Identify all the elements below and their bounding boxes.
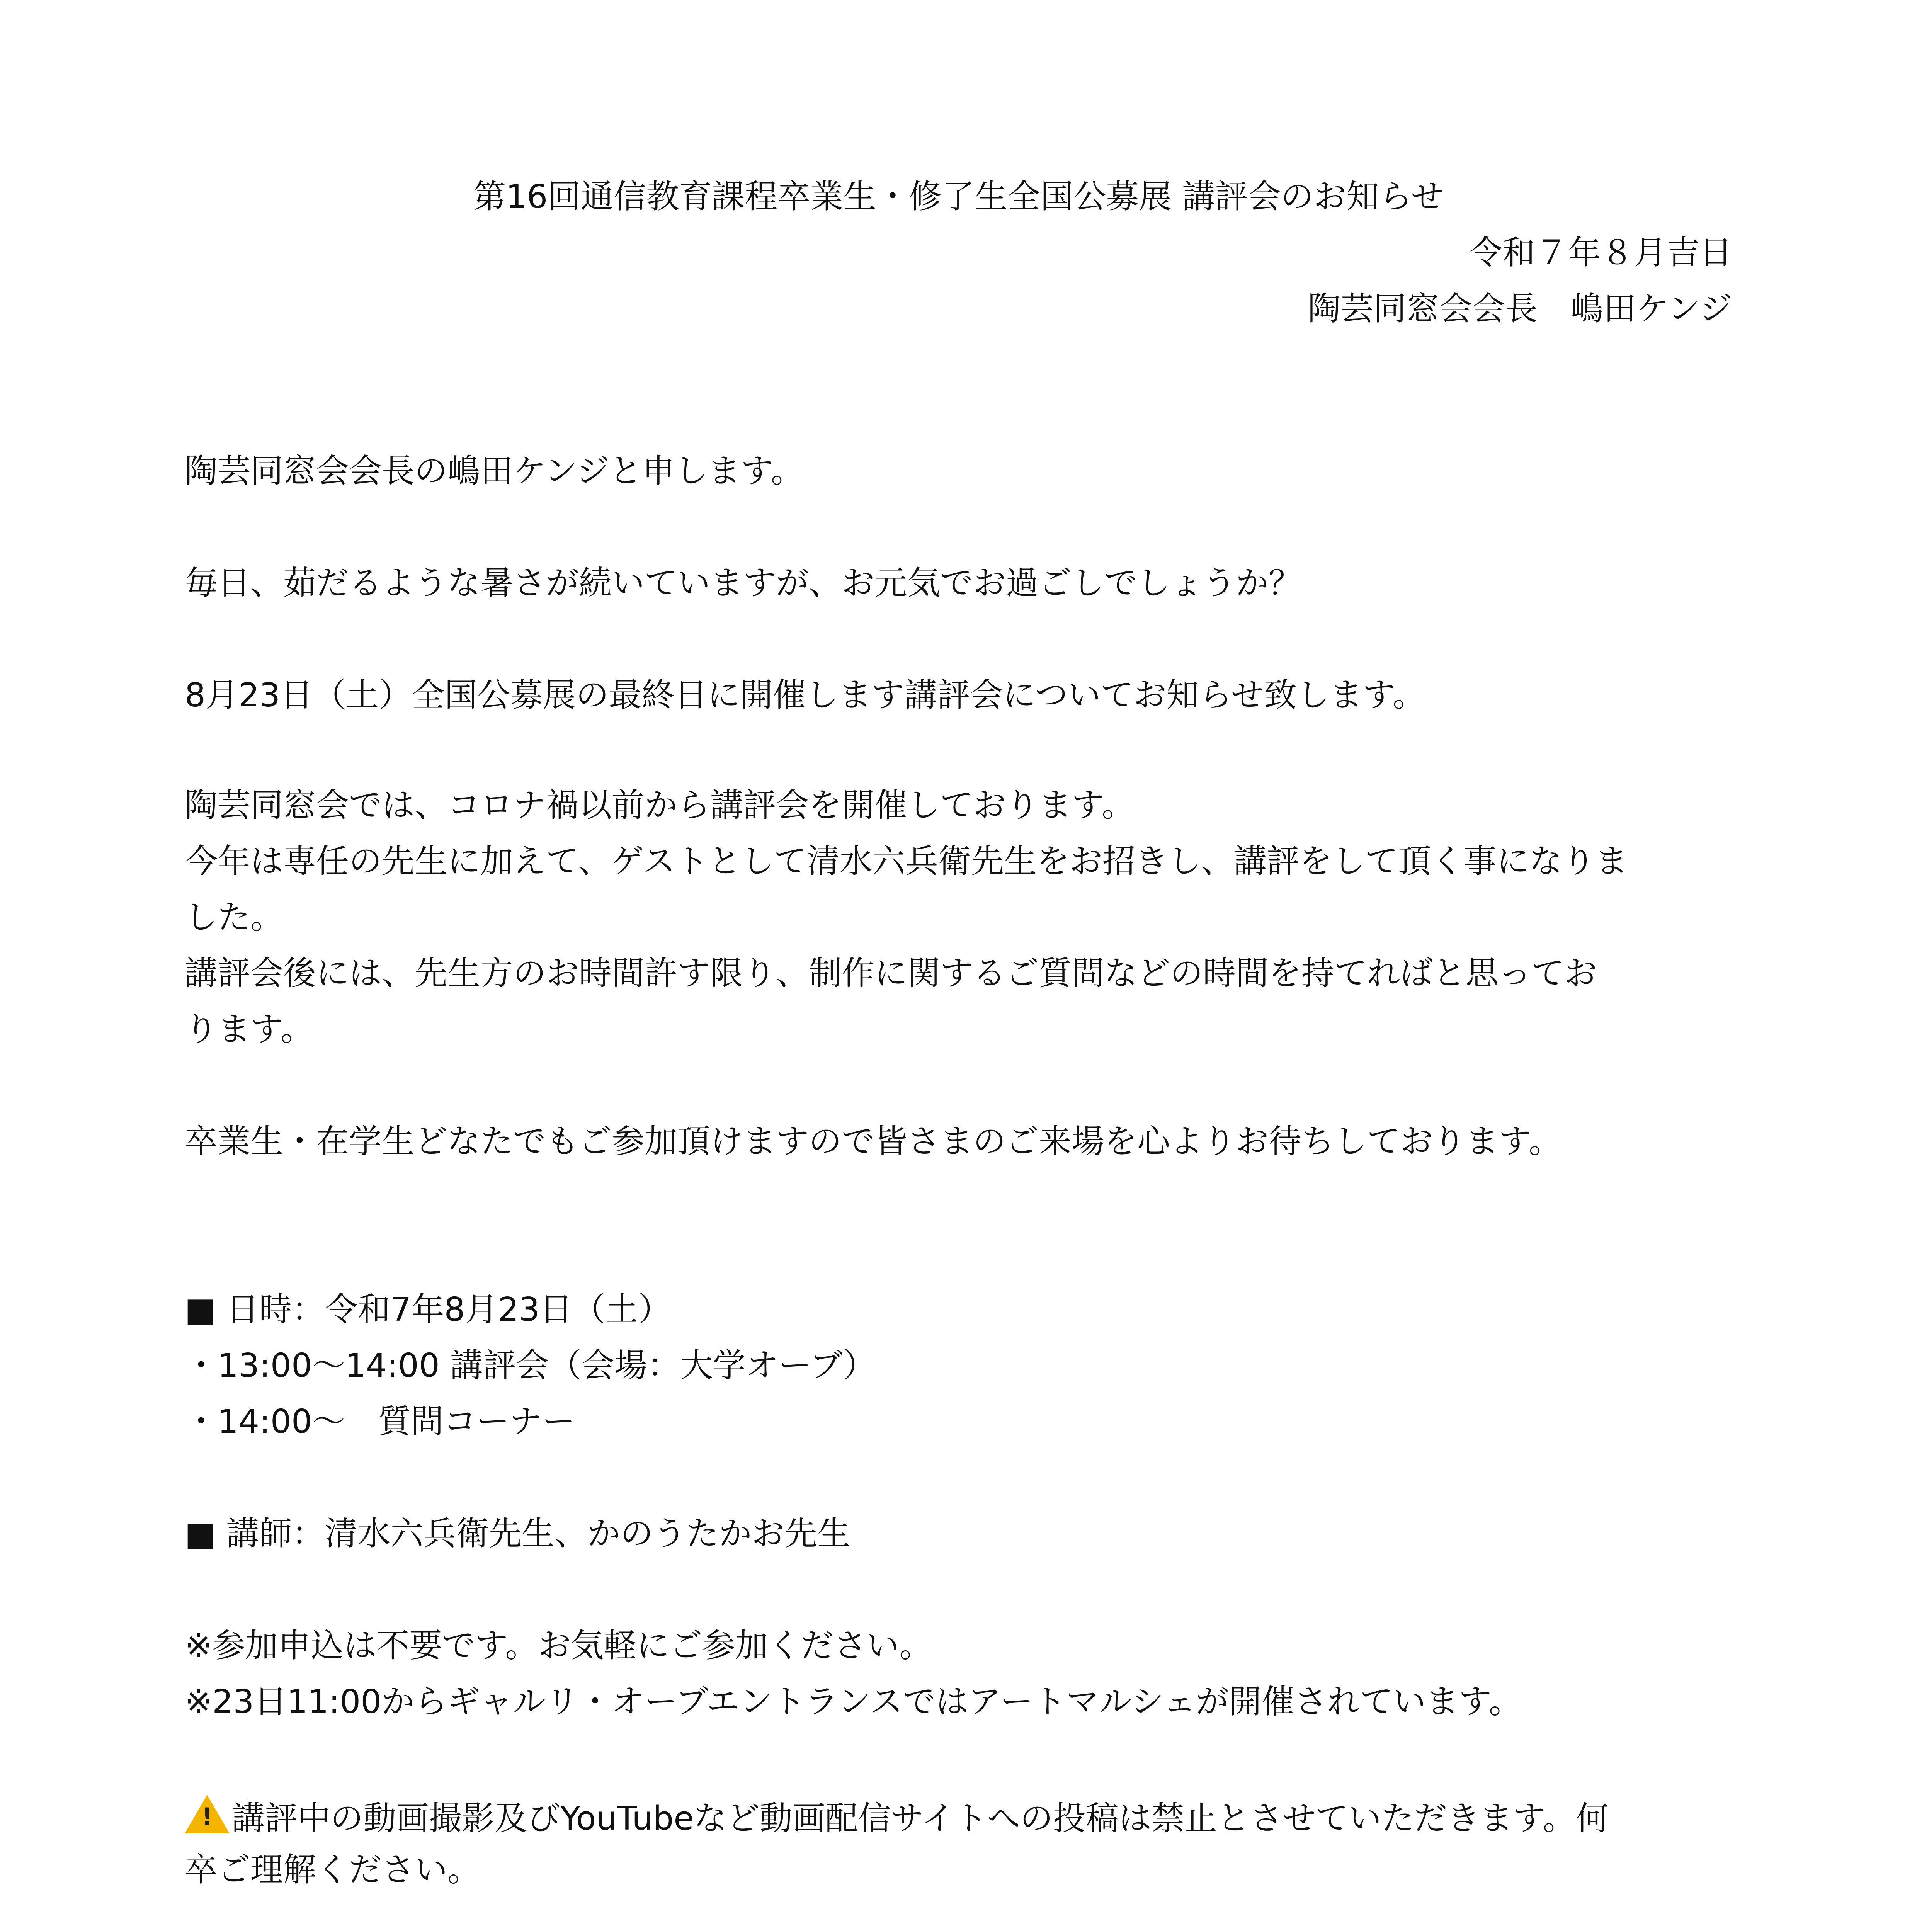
paragraph-line: した。 [185, 898, 284, 937]
schedule-datetime: ■ 日時：令和7年8月23日（土） [185, 1291, 671, 1329]
paragraph-line: 講評会後には、先生方のお時間許す限り、制作に関するご質問などの時間を持てればと思ってお [185, 954, 1597, 993]
greeting-text: 毎日、茹だるような暑さが続いていますが、お元気でお過ごしでしょうか？ [185, 564, 1302, 602]
intro-text: 陶芸同窓会会長の嶋田ケンジと申します。 [185, 452, 804, 490]
schedule-item: ・13:00〜14:00 講評会（会場：大学オーブ） [185, 1347, 876, 1385]
warning-line [185, 1795, 1609, 1838]
warning-text: 講評中の動画撮影及びYouTubeなど動画配信サイトへの投稿は禁止とさせていただきます。何 [232, 1799, 1609, 1838]
lecturers-text: ■ 講師：清水六兵衛先生、かのうたかお先生 [185, 1515, 850, 1553]
document-sender: 陶芸同窓会会長 嶋田ケンジ [1308, 290, 1732, 328]
paragraph-line: ります。 [185, 1010, 314, 1049]
note-text: ※参加申込は不要です。お気軽にご参加ください。 [185, 1627, 932, 1665]
invitation-text: 卒業生・在学生どなたでもご参加頂けますので皆さまのご来場を心よりお待ちしております。 [185, 1122, 1562, 1161]
schedule-item: ・14:00〜 質問コーナー [185, 1403, 575, 1441]
paragraph-line: 今年は専任の先生に加えて、ゲストとして清水六兵衛先生をお招きし、講評をして頂く事になりま [185, 842, 1628, 881]
document-title: 第16回通信教育課程卒業生・修了生全国公募展 講評会のお知らせ [473, 178, 1444, 216]
announcement-text: 8月23日（土）全国公募展の最終日に開催します講評会についてお知らせ致します。 [185, 676, 1426, 714]
paragraph-line: 陶芸同窓会では、コロナ禍以前から講評会を開催しております。 [185, 786, 1135, 825]
warning-icon: ! [185, 1795, 230, 1833]
document-date: 令和７年８月吉日 [1469, 234, 1732, 272]
warning-text-continued: 卒ご理解ください。 [185, 1851, 481, 1889]
note-text: ※23日11:00からギャルリ・オーブエントランスではアートマルシェが開催されています。 [185, 1683, 1522, 1721]
